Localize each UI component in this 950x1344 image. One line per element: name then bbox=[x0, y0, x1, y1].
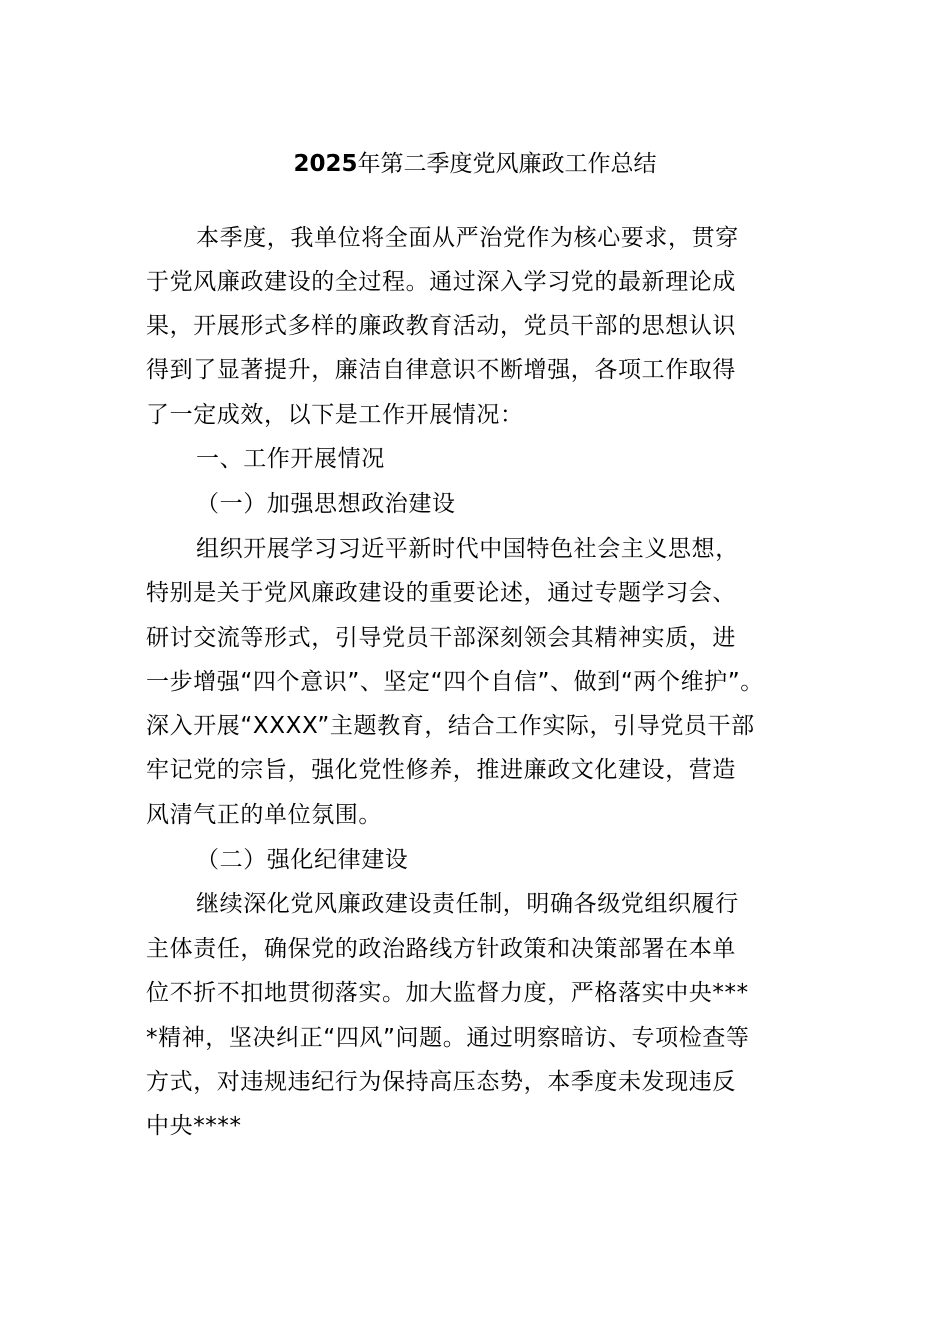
paragraph-line: 中央**** bbox=[146, 1113, 242, 1139]
paragraph-line: 深入开展“XXXX”主题教育，结合工作实际，引导党员干部 bbox=[146, 713, 755, 739]
subsection-heading: （一）加强思想政治建设 bbox=[196, 491, 456, 517]
paragraph-line: *精神，坚决纠正“四风”问题。通过明察暗访、专项检查等 bbox=[146, 1025, 750, 1051]
paragraph-line: 继续深化党风廉政建设责任制，明确各级党组织履行 bbox=[196, 891, 739, 917]
paragraph-line: 方式，对违规违纪行为保持高压态势，本季度未发现违反 bbox=[146, 1069, 736, 1095]
document-title bbox=[0, 148, 950, 180]
paragraph-line: 位不折不扣地贯彻落实。加大监督力度，严格落实中央*** bbox=[146, 980, 749, 1006]
title-year: 2025 bbox=[293, 151, 358, 177]
paragraph-line: 一步增强“四个意识”、坚定“四个自信”、做到“两个维护”。 bbox=[146, 669, 764, 695]
paragraph-line: 特别是关于党风廉政建设的重要论述，通过专题学习会、 bbox=[146, 580, 736, 606]
paragraph-line: 主体责任，确保党的政治路线方针政策和决策部署在本单 bbox=[146, 936, 736, 962]
paragraph-line: 本季度，我单位将全面从严治党作为核心要求，贯穿 bbox=[196, 225, 739, 251]
paragraph-line: 果，开展形式多样的廉政教育活动，党员干部的思想认识 bbox=[146, 313, 736, 339]
paragraph-line: 得到了显著提升，廉洁自律意识不断增强，各项工作取得 bbox=[146, 357, 736, 383]
paragraph-line: 风清气正的单位氛围。 bbox=[146, 802, 382, 828]
paragraph-line: 组织开展学习习近平新时代中国特色社会主义思想， bbox=[196, 536, 739, 562]
paragraph-line: 于党风廉政建设的全过程。通过深入学习党的最新理论成 bbox=[146, 269, 736, 295]
subsection-heading: （二）强化纪律建设 bbox=[196, 847, 409, 873]
section-heading: 一、工作开展情况 bbox=[196, 446, 385, 472]
title-text: 年第二季度党风廉政工作总结 bbox=[357, 151, 657, 177]
paragraph-line: 研讨交流等形式，引导党员干部深刻领会其精神实质，进 bbox=[146, 625, 736, 651]
paragraph-line: 了一定成效，以下是工作开展情况： bbox=[146, 402, 524, 428]
paragraph-line: 牢记党的宗旨，强化党性修养，推进廉政文化建设，营造 bbox=[146, 757, 736, 783]
